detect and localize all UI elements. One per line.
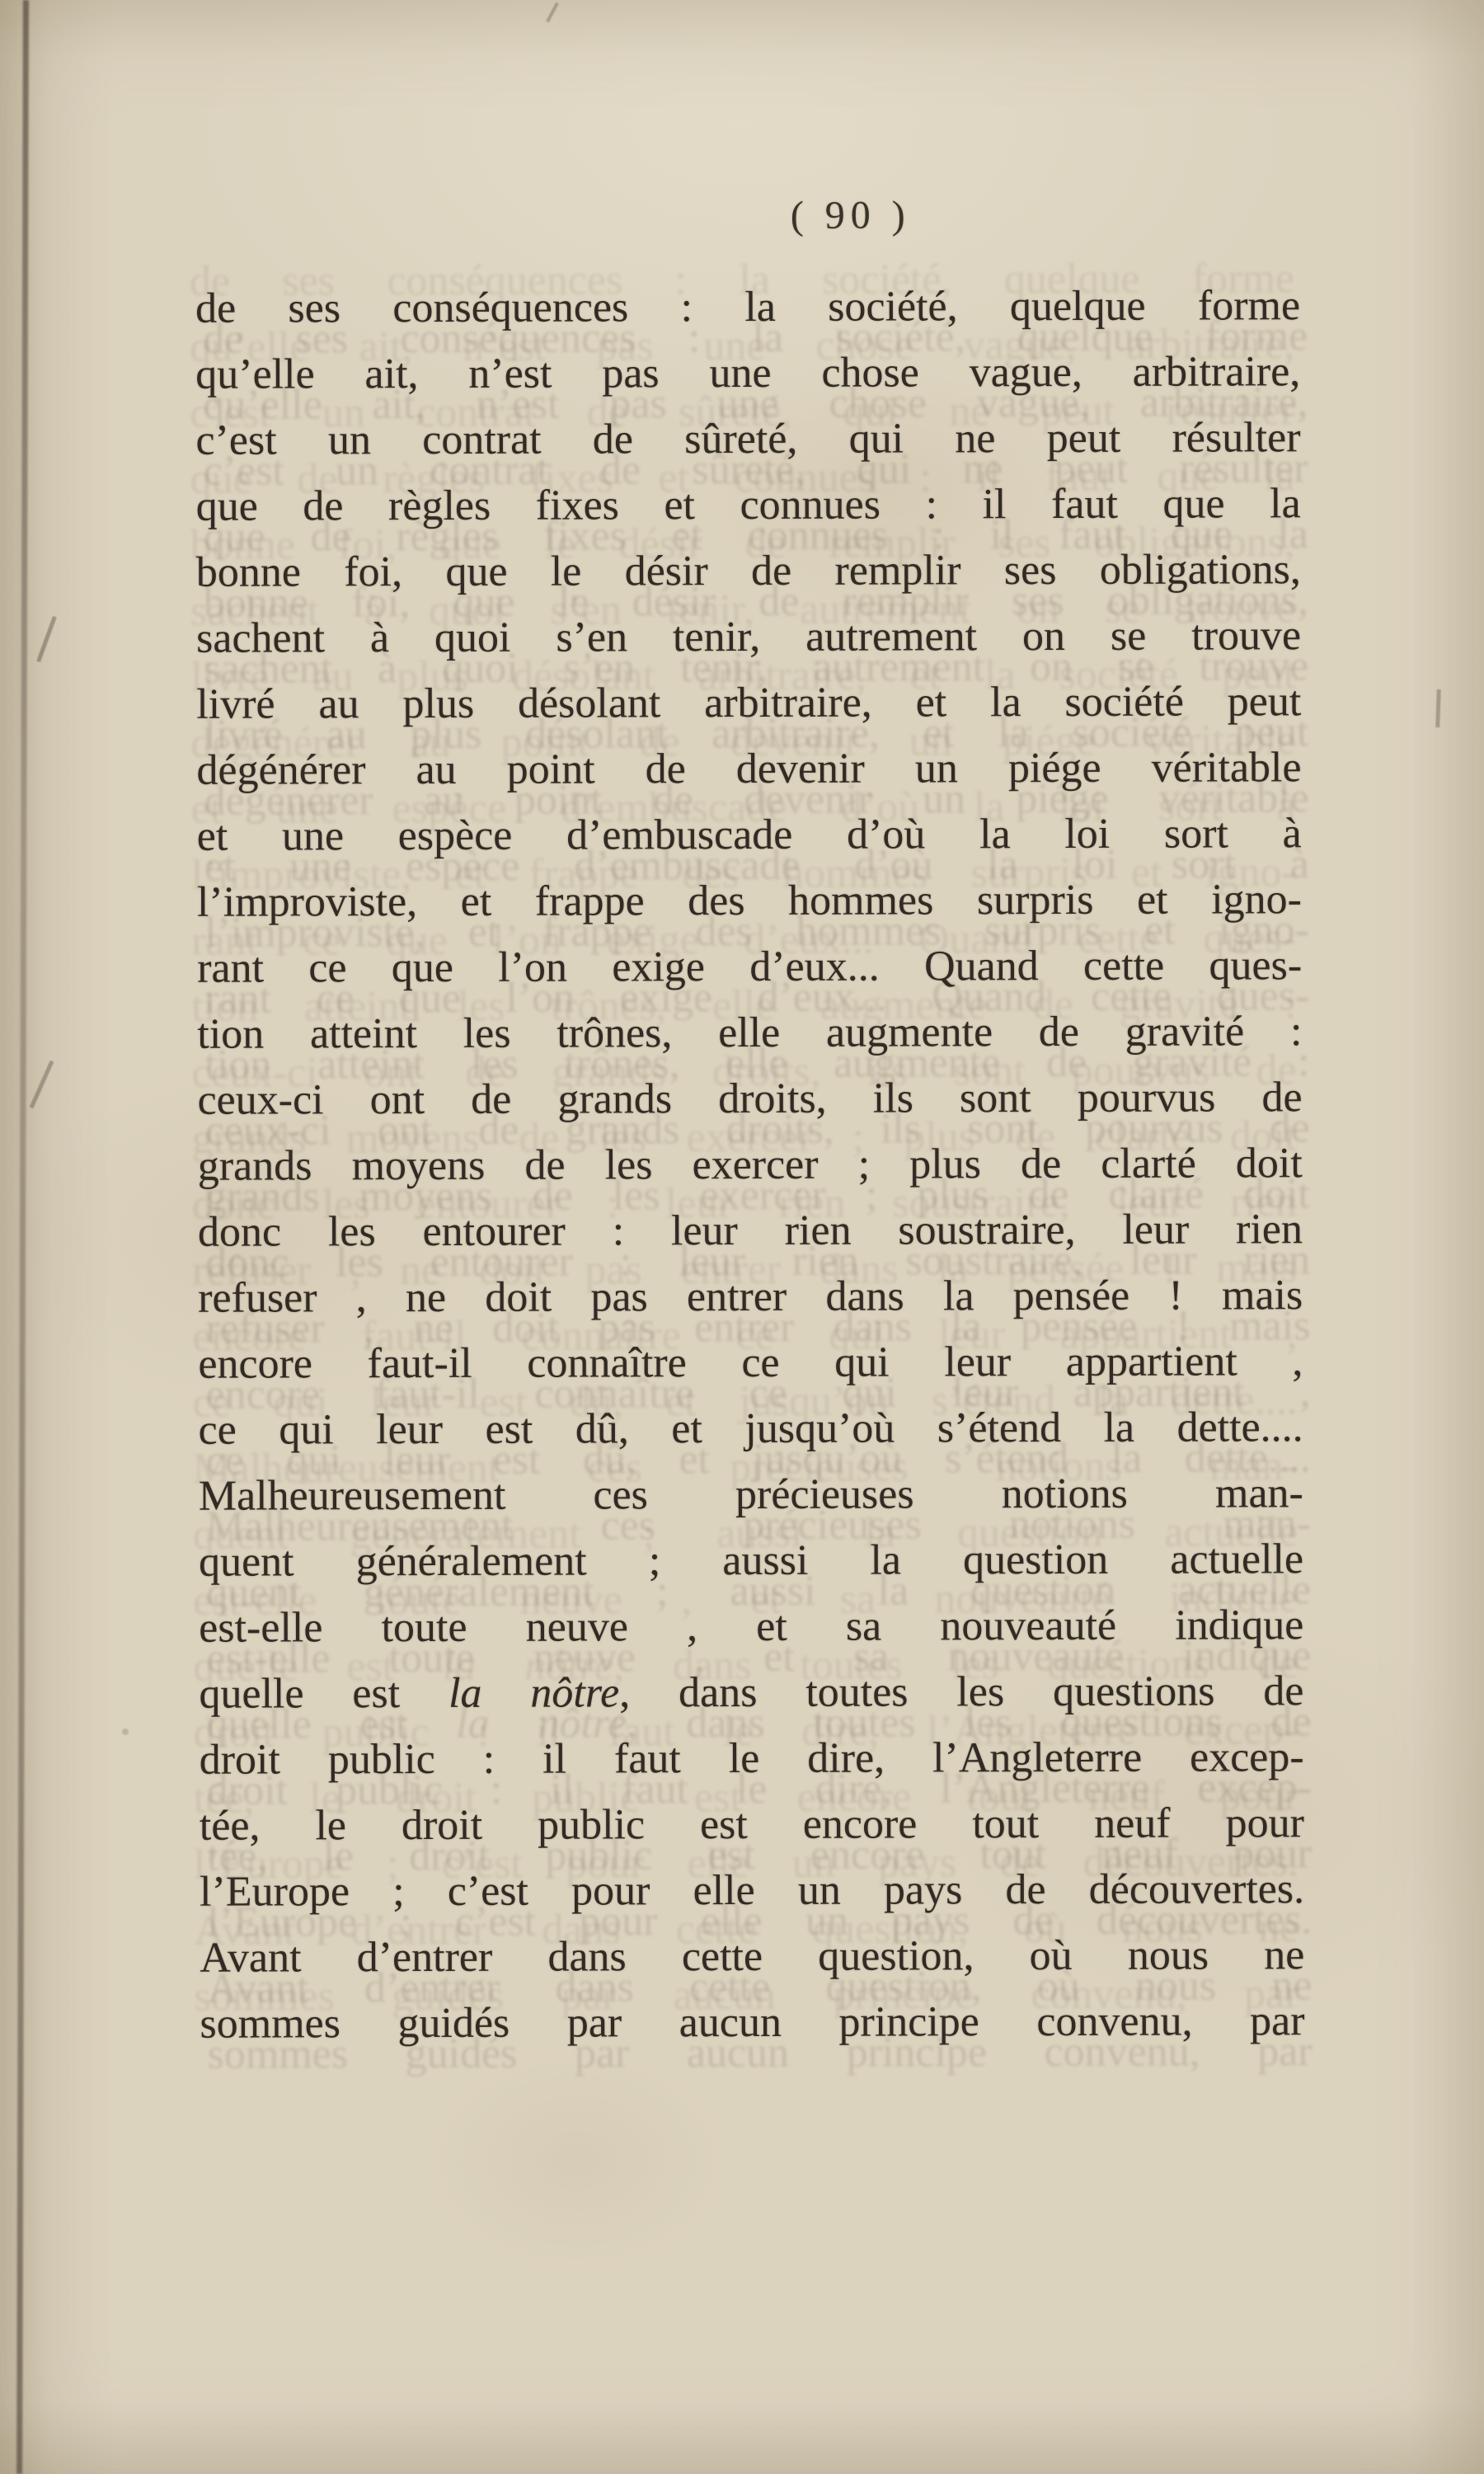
text-line: donc les entourer : leur rien soustraire, leur rien [197, 1206, 1303, 1256]
text-line: sommes guidés par aucun principe convenu, par [200, 1997, 1305, 2048]
text-line: ce qui leur est dû, et jusqu’où s’étend la dette.... [198, 1404, 1303, 1454]
text-segment-italic: la nôtre [448, 1669, 620, 1717]
text-line: c’est un contrat de sûreté, qui ne peut résulter [195, 414, 1301, 464]
text-line-with-italic [199, 1658, 1303, 1728]
page-number: ( 90 ) [790, 193, 911, 238]
text-line: Malheureusement ces précieuses notions man- [198, 1470, 1303, 1520]
text-segment: quelle est [199, 1669, 449, 1718]
text-line: et une espèce d’embuscade d’où la loi sort à [196, 810, 1302, 860]
text-line: que de règles fixes et connues : il faut que la [195, 480, 1301, 530]
text-line: droit public : il faut le dire, l’Angleterre excep- [199, 1733, 1304, 1784]
body-text [195, 273, 1305, 2058]
text-line: sachent à quoi s’en tenir, autrement on se trouve [196, 612, 1302, 662]
text-line: Avant d’entrer dans cette question, où nous ne [200, 1931, 1305, 1982]
text-line: bonne foi, que le désir de remplir ses obligations, [195, 546, 1301, 596]
text-line: rant ce que l’on exige d’eux... Quand cette ques- [197, 942, 1303, 992]
text-line: grands moyens de les exercer ; plus de clarté doit [197, 1140, 1303, 1190]
text-line: refuser , ne doit pas entrer dans la pensée ! mais [198, 1272, 1303, 1322]
text-line: de ses conséquences : la société, quelque forme [195, 282, 1301, 332]
text-line: qu’elle ait, n’est pas une chose vague, arbitraire, [195, 348, 1301, 398]
text-line: tée, le droit public est encore tout neuf pour [199, 1799, 1304, 1850]
text-line: dégénérer au point de devenir un piége véritable [196, 744, 1302, 794]
text-line: ceux-ci ont de grands droits, ils sont pourvus de [197, 1074, 1303, 1124]
text-line: l’Europe ; c’est pour elle un pays de découvertes. [200, 1865, 1305, 1916]
text-line: encore faut-il connaître ce qui leur appartient , [198, 1338, 1303, 1388]
text-line: l’improviste, et frappe des hommes surpris et igno- [196, 876, 1303, 926]
text-line: quent généralement ; aussi la question actuelle [198, 1536, 1304, 1586]
text-line: est-elle toute neuve , et sa nouveauté indique [199, 1602, 1304, 1652]
text-line: livré au plus désolant arbitraire, et la société peut [196, 678, 1302, 728]
text-segment: , dans toutes les questions de [619, 1667, 1304, 1717]
text-line: tion atteint les trônes, elle augmente de gravité : [197, 1008, 1303, 1058]
